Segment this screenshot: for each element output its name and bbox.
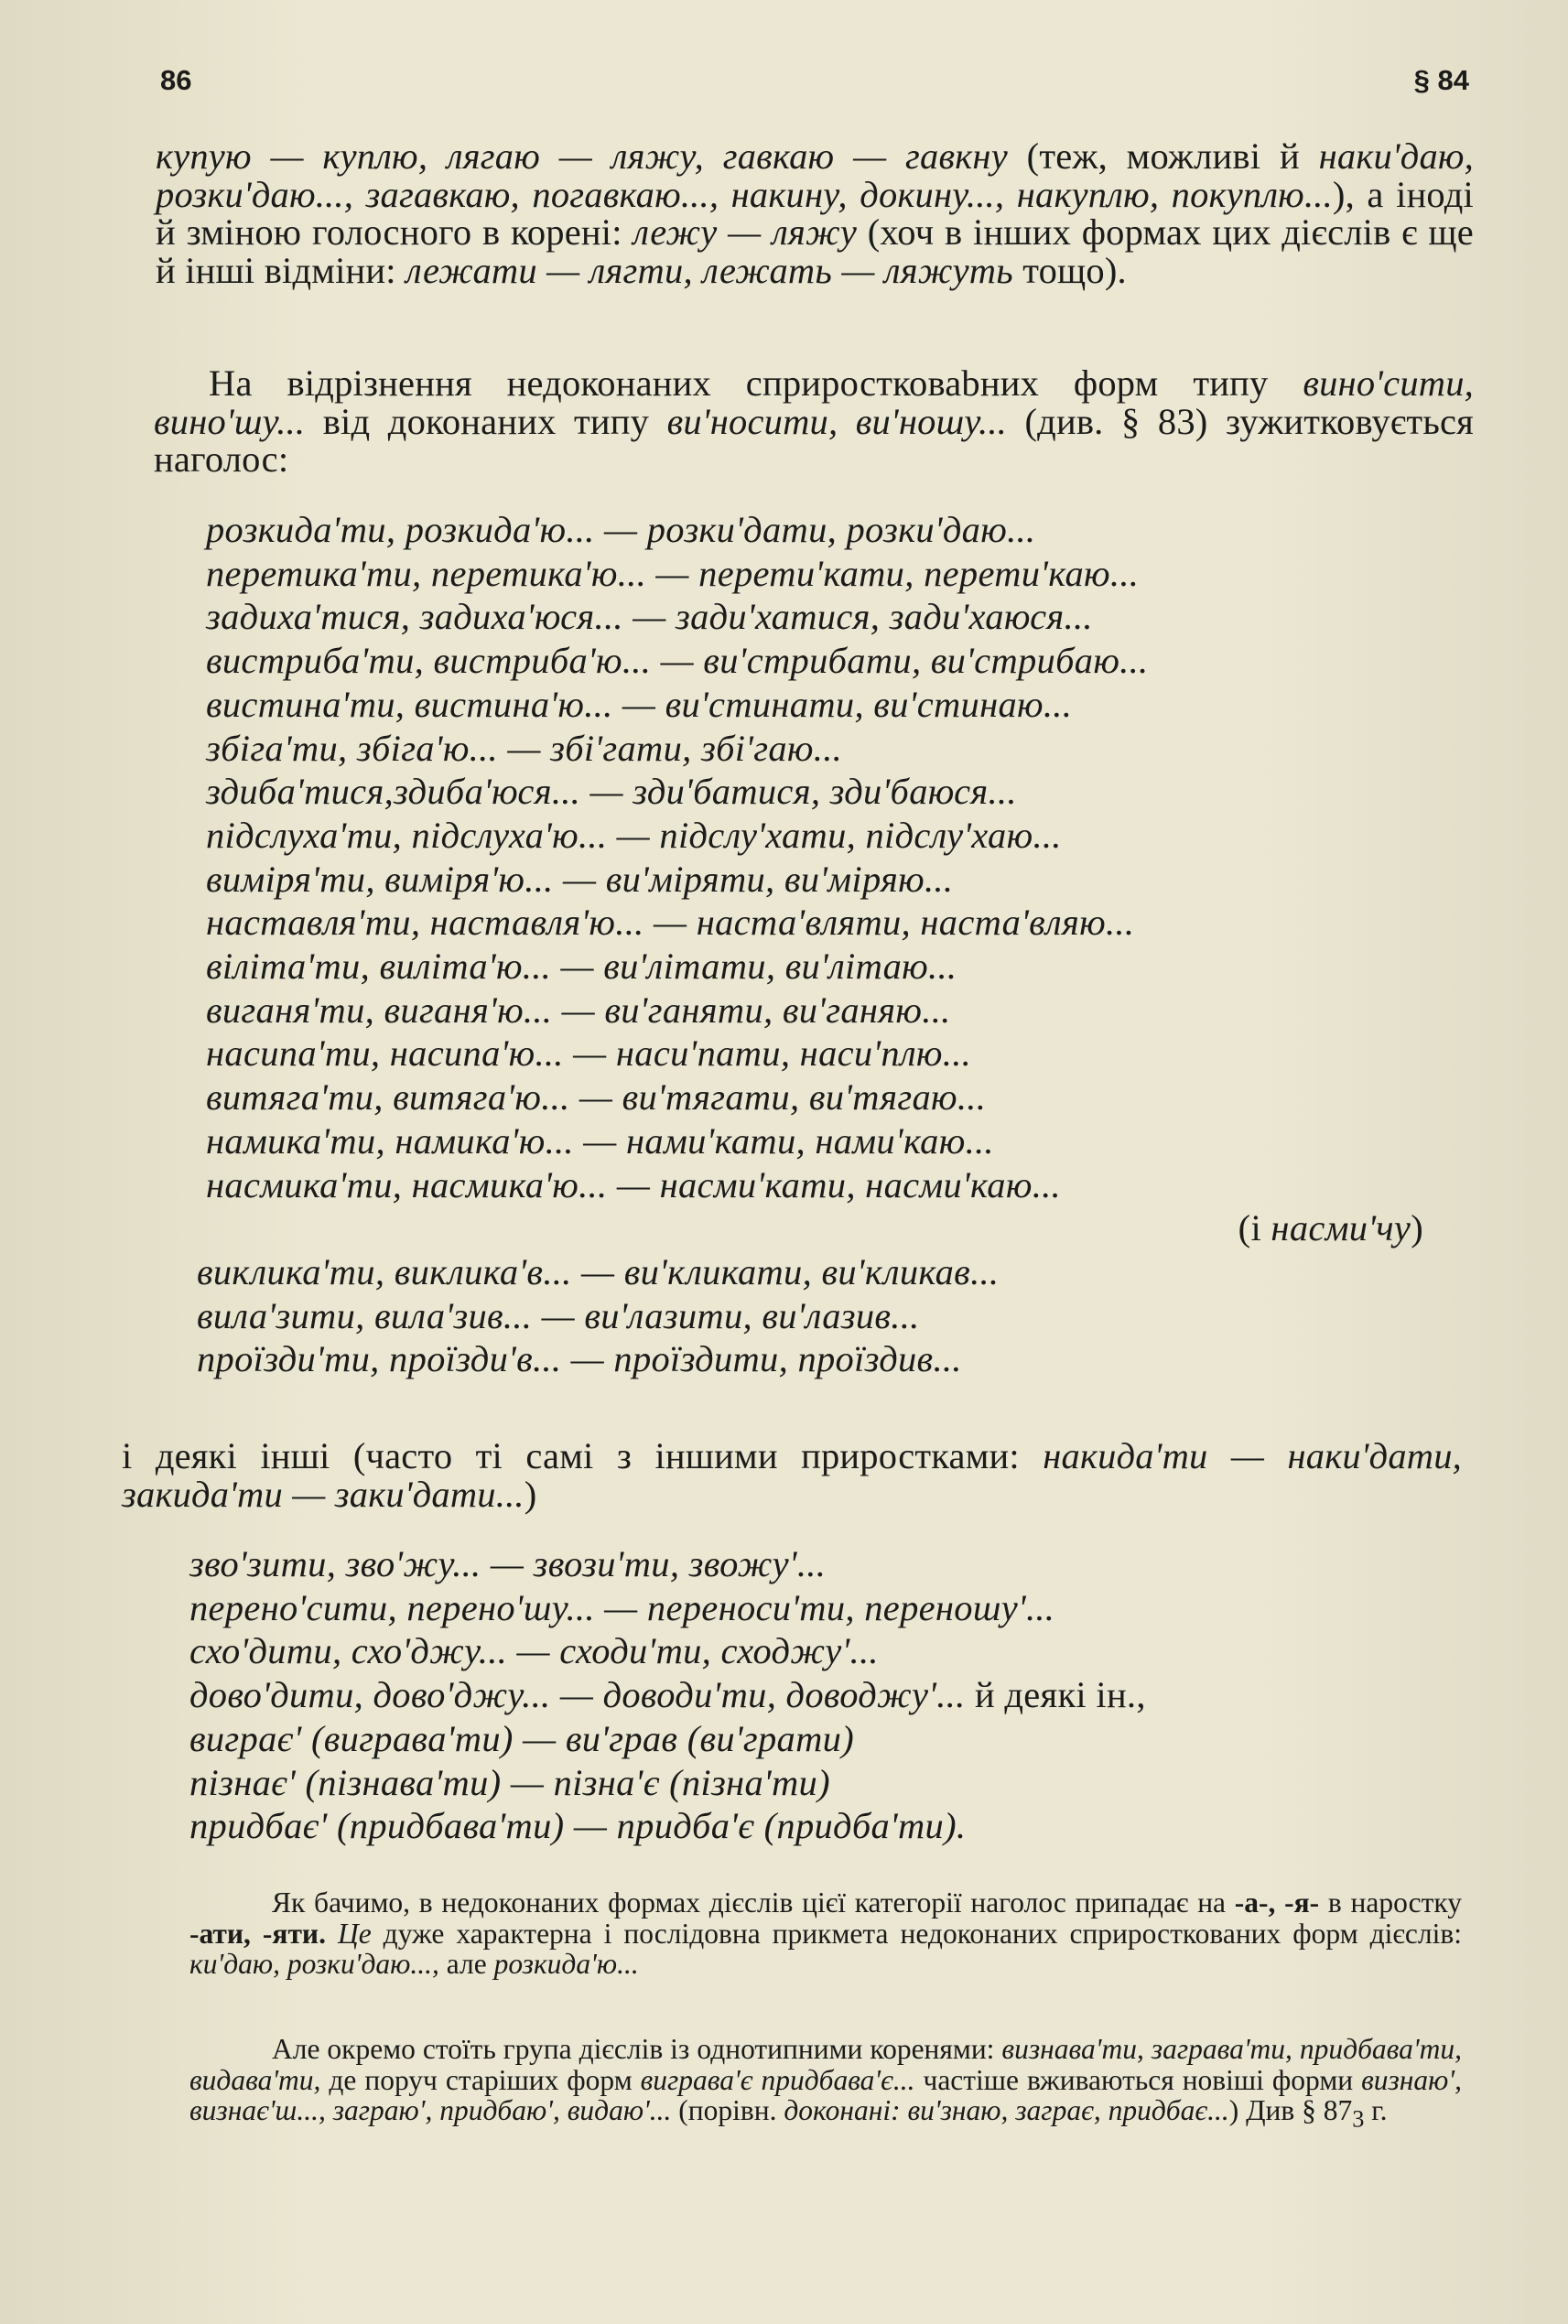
- list-item: вистриба'ти, вистриба'ю... — ви'стрибати, ви'стрибаю...: [206, 640, 1149, 682]
- list-item: розкида'ти, розкида'ю... — розки'дати, розки'даю...: [206, 509, 1036, 550]
- text: але: [438, 1948, 494, 1980]
- list-item: [189, 1586, 1146, 1630]
- suffix: -ати, -яти.: [189, 1917, 326, 1950]
- note-open: (і: [1238, 1207, 1271, 1249]
- text: в наростку: [1319, 1886, 1462, 1919]
- list-item: насмика'ти, насмика'ю... — насми'кати, насми'каю...: [206, 1163, 1061, 1205]
- verb-list-2: [189, 1542, 1146, 1848]
- text: Але окремо стоїть група дієслів із однотипними коренями:: [272, 2033, 1002, 2065]
- text: Як бачимо, в недоконаних формах дієслів цієї категорії наголос припадає на: [272, 1886, 1235, 1919]
- text: тощо).: [1012, 249, 1127, 291]
- example-forms: розкида'ю...: [493, 1948, 639, 1980]
- list-note: [206, 1206, 1423, 1250]
- section-mark: § 84: [1413, 64, 1469, 96]
- list-item: намика'ти, намика'ю... — нами'кати, нами'каю...: [206, 1119, 994, 1162]
- text: ), а іноді й зміною голосного в корені:: [156, 173, 1474, 253]
- list-item: збіга'ти, збіга'ю... — збі'гати, збі'гаю...: [206, 727, 843, 769]
- text: (хоч в інших формах цих дієслів є ще й інші відміни:: [156, 211, 1474, 291]
- list-item: віліта'ти, виліта'ю... — ви'літати, ви'літаю...: [206, 946, 957, 988]
- text: де поруч старіших форм: [320, 2063, 641, 2096]
- text: (теж, можливі й: [1007, 135, 1319, 177]
- list-item: виклика'ти, виклика'в... — ви'кликати, ви'кликав...: [197, 1250, 1000, 1292]
- list-item-text: перено'сити, перено'шу... — переноси'ти, переношу'...: [189, 1586, 1055, 1628]
- note-word: насми'чу: [1271, 1207, 1411, 1249]
- list-item: виганя'ти, виганя'ю... — ви'ганяти, ви'ганяю...: [206, 989, 951, 1031]
- emph: Це: [337, 1917, 372, 1950]
- list-item: [189, 1804, 1146, 1848]
- example-forms: ви'носити, ви'ношу...: [666, 400, 1007, 442]
- list-item: насипа'ти, насипа'ю... — наси'пати, наси'плю...: [206, 1032, 972, 1075]
- paragraph-2: [154, 364, 1474, 479]
- list-item: вила'зити, вила'зив... — ви'лазити, ви'лазив...: [197, 1294, 920, 1336]
- list-item: вистина'ти, вистина'ю... — ви'стинати, ви'стинаю...: [206, 683, 1073, 725]
- example-forms: виграва'є придбава'є...: [640, 2063, 915, 2096]
- suffix: -а-, -я-: [1234, 1886, 1320, 1919]
- list-item: [189, 1629, 1146, 1673]
- example-forms: визнава'ти, заграва'ти, придбава'ти, видава'ти,: [189, 2033, 1462, 2096]
- text: [326, 1918, 338, 1950]
- example-forms: накида'ти — наки'дати, закида'ти — заки'дати...: [122, 1435, 1463, 1515]
- example-forms-4: лежу — ляжу: [633, 211, 858, 253]
- paragraph-3: [122, 1437, 1462, 1513]
- text: ) Див § 87: [1228, 2094, 1353, 2126]
- example-forms-3: наки'даю, розки'даю..., загавкаю, погавкаю..., накину, докину..., накуплю, покуплю...: [156, 135, 1475, 215]
- example-forms: доконані: ви'знаю, заграє, придбає...: [784, 2094, 1229, 2126]
- footnote-1: [189, 1887, 1462, 1980]
- page-number: 86: [160, 64, 192, 96]
- note-close: ): [1411, 1207, 1423, 1249]
- list-item-text: дово'дити, дово'джу... — доводи'ти, доводжу'...: [189, 1674, 966, 1716]
- list-item: витяга'ти, витяга'ю... — ви'тягати, ви'тягаю...: [206, 1076, 987, 1119]
- list-item: [189, 1542, 1146, 1586]
- list-item-text: виграє' (вигравa'ти) — ви'грав (ви'грати): [189, 1717, 854, 1759]
- list-item: [189, 1717, 1146, 1761]
- list-item: здиба'тися,здиба'юся... — зди'батися, зди'баюся...: [206, 771, 1017, 813]
- list-item: виміря'ти, виміря'ю... — ви'міряти, ви'міряю...: [206, 858, 954, 900]
- text: дуже характерна і послідовна прикмета недоконаних сприросткованих форм дієслів:: [371, 1917, 1463, 1950]
- text: (порівн.: [671, 2094, 784, 2126]
- page-header: [160, 64, 1469, 97]
- list-item: наставля'ти, наставля'ю... — наста'вляти, наста'вляю...: [206, 902, 1135, 944]
- list-item-text: схо'дити, схо'джу... — сходи'ти, сходжу'...: [189, 1630, 879, 1672]
- text: (див. § 83) зужитковується наголос:: [154, 400, 1474, 480]
- example-forms: вино'сити, вино'шу...: [154, 362, 1474, 442]
- paragraph-1: [156, 137, 1474, 289]
- verb-list-1: [197, 508, 1423, 1381]
- list-item: перетика'ти, перетика'ю... — перети'кати, перети'каю...: [206, 552, 1140, 594]
- list-item: підслуха'ти, підслуха'ю... — підслу'хати, підслу'хаю...: [206, 814, 1062, 856]
- list-item: [189, 1761, 1146, 1805]
- list-item-text: придбає' (придбава'ти) — придба'є (придба'ти).: [189, 1805, 967, 1847]
- footnote-2: [189, 2034, 1462, 2135]
- example-forms: визнаю', визнає'ш..., заграю', придбаю', видаю'...: [189, 2063, 1462, 2126]
- list-item-text: зво'зити, зво'жу... — звози'ти, звожу'...: [189, 1543, 827, 1584]
- example-forms: купую — куплю: [156, 135, 418, 177]
- list-item-tail: й деякі ін.,: [965, 1674, 1146, 1716]
- list-item: задиха'тися, задиха'юся... — зади'хатися, зади'хаюся...: [206, 596, 1093, 638]
- example-forms-2: , лягаю — ляжу, гавкаю — гавкну: [417, 135, 1008, 177]
- example-forms-5: лежати — лягти, лежать — ляжуть: [406, 249, 1013, 291]
- list-item-text: пізнає' (пізнава'ти) — пізна'є (пізна'ти): [189, 1761, 830, 1803]
- list-item: проїзди'ти, проїзди'в... — проїздити, проїздив...: [197, 1338, 962, 1380]
- text: і деякі інші (часто ті самі з іншими приростками:: [122, 1435, 1044, 1476]
- text: На відрізнення недоконаних сприростковаbних форм типу: [209, 362, 1303, 404]
- subscript: 3: [1352, 2105, 1365, 2133]
- text: частіше вживаються новіші форми: [914, 2063, 1362, 2096]
- list-item: [189, 1673, 1146, 1717]
- text: ): [524, 1473, 537, 1515]
- example-forms: ки'даю, розки'даю...,: [189, 1948, 439, 1980]
- text: від доконаних типу: [305, 400, 667, 442]
- text: г.: [1364, 2094, 1388, 2126]
